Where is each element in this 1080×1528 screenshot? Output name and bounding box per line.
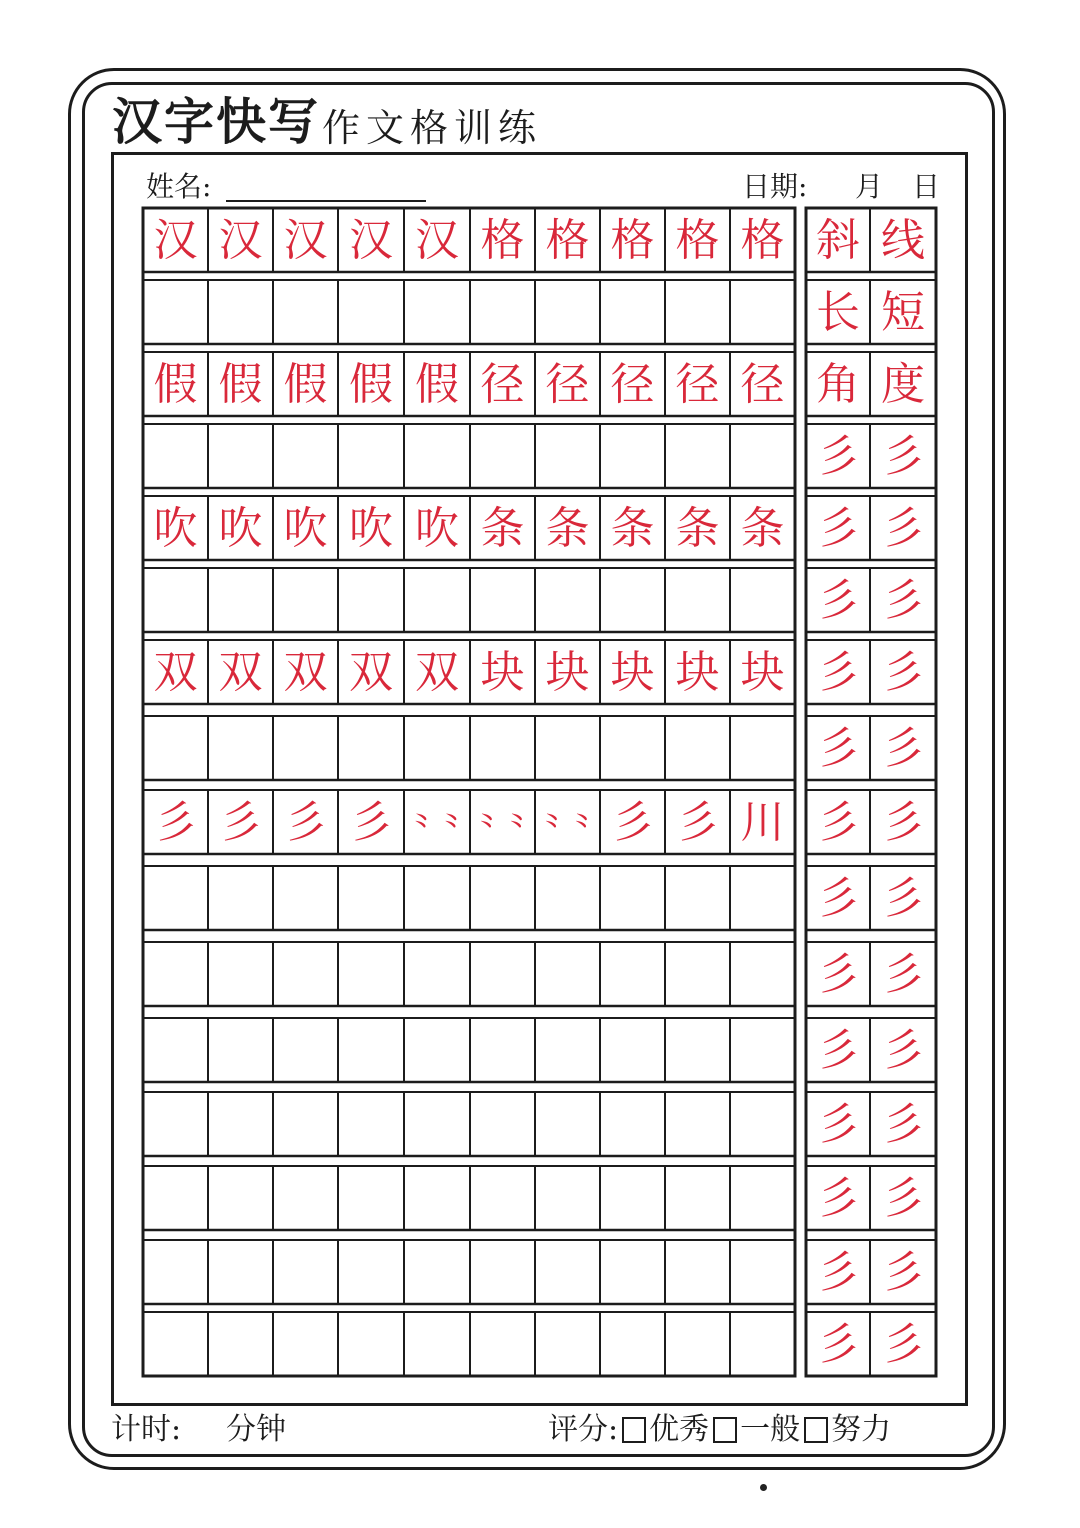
side-practice-character: 彡 [881,431,925,482]
side-practice-character: 彡 [816,723,860,774]
side-practice-character: 长 [816,287,860,338]
title-main: 汉字快写 [112,93,320,151]
side-practice-character: 彡 [816,647,860,698]
practice-character: 双 [153,647,198,698]
side-practice-character: 彡 [816,873,860,924]
practice-character: 条 [545,503,590,554]
practice-character: 径 [545,359,590,410]
title-subtitle: 作文格训练 [322,106,543,150]
side-practice-character: 彡 [881,1099,925,1150]
side-practice-character: 斜 [816,215,860,266]
practice-character: ⺀⺀ [407,810,467,845]
practice-character: 彡 [349,797,393,848]
practice-character: 彡 [218,797,263,848]
practice-character: 汉 [415,215,459,266]
side-practice-character: 彡 [816,1025,860,1076]
practice-character: 条 [740,503,785,554]
option-average: 一般 [740,1412,801,1447]
side-practice-character: 彡 [881,1173,925,1224]
practice-character: 径 [675,359,720,410]
practice-character: 格 [480,215,525,266]
score-section [548,1406,891,1454]
practice-character: 汉 [218,215,263,266]
practice-character: 彡 [610,797,655,848]
practice-character: ⺀⺀ [472,810,533,845]
practice-character: 块 [480,647,525,698]
practice-character: 条 [480,503,525,554]
practice-character: 假 [153,359,198,410]
practice-character: 吹 [349,503,393,554]
side-practice-character: 线 [881,215,925,266]
practice-character: 假 [218,359,263,410]
side-practice-character: 彡 [816,949,860,1000]
score-label: 评分: [548,1412,619,1447]
practice-character: 块 [610,647,655,698]
practice-character: 块 [740,647,785,698]
name-label: 姓名: [146,170,212,203]
side-practice-character: 彡 [816,1173,860,1224]
practice-character: 格 [610,215,655,266]
practice-character: 双 [283,647,328,698]
side-practice-character: 彡 [881,949,925,1000]
practice-character: 吹 [218,503,263,554]
practice-character: 格 [740,215,785,266]
practice-character: 彡 [153,797,198,848]
practice-character: 汉 [349,215,393,266]
option-excellent: 优秀 [649,1412,710,1447]
side-practice-character: 角 [816,359,860,410]
practice-character: 彡 [283,797,328,848]
practice-character: 吹 [415,503,459,554]
practice-character: 格 [545,215,590,266]
minutes-label: 分钟 [226,1412,286,1447]
checkbox-average[interactable] [713,1417,737,1443]
side-practice-character: 彡 [816,1319,860,1370]
side-practice-character: 彡 [881,647,925,698]
practice-character: 条 [675,503,720,554]
practice-character: 汉 [153,215,198,266]
side-practice-character: 彡 [881,723,925,774]
practice-character: 川 [740,797,785,848]
side-practice-character: 度 [881,359,925,410]
practice-character: 双 [415,647,459,698]
side-practice-character: 彡 [881,1247,925,1298]
side-practice-character: 彡 [816,797,860,848]
side-practice-character: 彡 [816,503,860,554]
date-month-label: 月 [855,170,884,203]
side-practice-character: 短 [881,287,925,338]
practice-character: 块 [545,647,590,698]
practice-character: 格 [675,215,720,266]
side-practice-character: 彡 [881,1319,925,1370]
practice-character: 双 [349,647,393,698]
date-day-label: 日 [912,170,941,203]
option-effort: 努力 [831,1412,892,1447]
practice-character: 条 [610,503,655,554]
practice-character: 吹 [153,503,198,554]
side-practice-character: 彡 [816,431,860,482]
practice-character: 块 [675,647,720,698]
side-practice-character: 彡 [881,503,925,554]
practice-character: 径 [740,359,785,410]
timer-label: 计时: [111,1412,182,1447]
practice-character: 假 [349,359,393,410]
side-practice-character: 彡 [881,1025,925,1076]
side-practice-character: 彡 [881,575,925,626]
side-practice-character: 彡 [816,575,860,626]
practice-character: 彡 [675,797,720,848]
practice-character: 汉 [283,215,328,266]
practice-character: ⺀⺀ [537,810,598,845]
side-practice-character: 彡 [816,1247,860,1298]
date-label: 日期: [742,170,808,203]
practice-character: 吹 [283,503,328,554]
side-practice-character: 彡 [816,1099,860,1150]
side-practice-character: 彡 [881,797,925,848]
practice-character: 双 [218,647,263,698]
ink-dot [760,1484,767,1491]
side-practice-character: 彡 [881,873,925,924]
checkbox-excellent[interactable] [622,1417,646,1443]
checkbox-effort[interactable] [804,1417,828,1443]
practice-character: 径 [610,359,655,410]
practice-character: 假 [283,359,328,410]
practice-character: 假 [415,359,459,410]
practice-character: 径 [480,359,525,410]
